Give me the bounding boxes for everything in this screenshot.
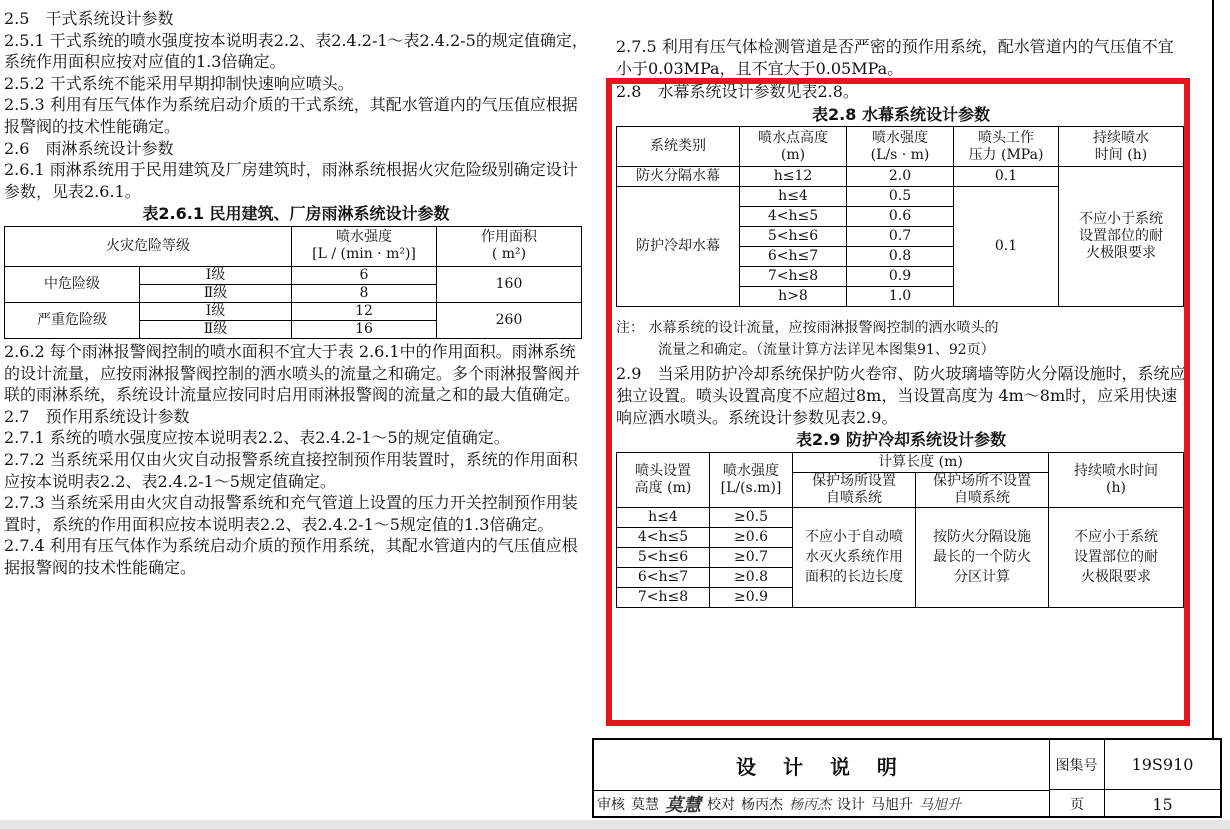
table-cell: h≤4	[740, 187, 847, 207]
design-name: 马旭升	[871, 797, 913, 813]
bottom-bar	[0, 820, 1230, 829]
drawing-title: 设 计 说 明	[594, 740, 1050, 791]
table-cell: 7<h≤8	[740, 267, 847, 287]
clause-2-5-1: 2.5.1 干式系统的喷水强度按本说明表2.2、表2.4.2-1～表2.4.2-5的规定值确定，系统作用面积应按对应值的1.3倍确定。	[4, 30, 588, 72]
table-cell: 0.8	[847, 247, 954, 267]
table-2-9-caption: 表2.9 防护冷却系统设计参数	[796, 430, 1006, 450]
atlas-label: 图集号	[1049, 740, 1105, 790]
clause-2-9: 2.9 当采用防护冷却系统保护防火卷帘、防火玻璃墙等防火分隔设施时，系统应独立设置。喷头设置高度不应超过8m，当设置高度为 4m～8m时，应采用快速响应洒水喷头。系统设计参数见表2.9。	[616, 364, 1186, 427]
frame-border	[1212, 0, 1214, 738]
table-cell: ≥0.9	[710, 587, 793, 607]
clause-2-6-1: 2.6.1 雨淋系统用于民用建筑及厂房建筑时，雨淋系统根据火灾危险级别确定设计参数，见表2.6.1。	[4, 160, 578, 201]
review-signature: 莫慧	[665, 795, 701, 816]
table-2-6-1-caption: 表2.6.1 民用建筑、厂房雨淋系统设计参数	[142, 204, 450, 224]
table-cell: 防护冷却水幕	[617, 187, 740, 307]
atlas-number: 19S910	[1105, 740, 1220, 790]
table-header: 系统类别	[617, 127, 740, 167]
table-cell: 严重危险级	[5, 302, 140, 338]
table-header: 喷水点高度 (m)	[740, 127, 847, 167]
table-cell: ≥0.8	[710, 567, 793, 587]
table-cell: 6<h≤7	[617, 567, 710, 587]
table-cell: 不应小于系统 设置部位的耐 火极限要求	[1059, 167, 1184, 307]
section-2-8: 2.8 水幕系统设计参数见表2.8。	[616, 82, 859, 102]
table-cell: 不应小于自动喷 水灭火系统作用 面积的长边长度	[793, 507, 916, 607]
table-cell: 2.0	[847, 167, 954, 187]
table-cell: 0.1	[954, 187, 1059, 307]
table-header: 喷头工作 压力 (MPa)	[954, 127, 1059, 167]
table-header: 作用面积 ( m²)	[437, 226, 582, 266]
table-2-6-1	[4, 226, 582, 339]
table-cell: 260	[437, 302, 582, 338]
check-name: 杨丙杰	[741, 797, 783, 813]
table-cell: Ⅱ级	[140, 320, 292, 338]
table-cell: Ⅰ级	[140, 302, 292, 320]
clause-2-7-5: 2.7.5 利用有压气体检测管道是否严密的预作用系统，配水管道内的气压值不宜小于0.03MPa，且不宜大于0.05MPa。	[616, 37, 1174, 78]
design-label: 设计	[837, 797, 865, 813]
table-cell: Ⅰ级	[140, 266, 292, 284]
table-cell: ≥0.7	[710, 547, 793, 567]
table-header: 喷水强度 [L/(s.m)]	[710, 452, 793, 507]
section-2-7: 2.7 预作用系统设计参数	[4, 406, 190, 426]
table-header: 保护场所设置 自喷系统	[793, 472, 916, 507]
table-cell: h>8	[740, 287, 847, 307]
table-header: 持续喷水时间 (h)	[1049, 452, 1184, 507]
table-cell: 6<h≤7	[740, 247, 847, 267]
signature-row	[594, 790, 1049, 818]
clause-2-5-2: 2.5.2 干式系统不能采用早期抑制快速响应喷头。	[4, 73, 354, 93]
table-cell: h≤12	[740, 167, 847, 187]
table-cell: 0.1	[954, 167, 1059, 187]
clause-2-5-3: 2.5.3 利用有压气体作为系统启动介质的干式系统，其配水管道内的气压值应根据报警阀的技术性能确定。	[4, 95, 578, 136]
table-header: 喷水强度 (L/s · m)	[847, 127, 954, 167]
design-signature: 马旭升	[919, 797, 961, 813]
table-header: 计算长度 (m)	[793, 452, 1049, 472]
table-cell: 不应小于系统 设置部位的耐 火极限要求	[1049, 507, 1184, 607]
clause-2-7-3: 2.7.3 当系统采用由火灾自动报警系统和充气管道上设置的压力开关控制预作用装置时，系统的作用面积应按本说明表2.2、表2.4.2-1～5规定值的1.3倍确定。	[4, 493, 578, 534]
section-2-5: 2.5 干式系统设计参数	[4, 9, 174, 28]
note-line-2: 流量之和确定。（流量计算方法详见本图集91、92页）	[658, 342, 995, 359]
note-line-1: 注： 水幕系统的设计流量，应按雨淋报警阀控制的洒水喷头的	[616, 320, 999, 337]
table-cell: 0.5	[847, 187, 954, 207]
table-cell: 0.6	[847, 207, 954, 227]
table-cell: 4<h≤5	[617, 527, 710, 547]
check-label: 校对	[707, 797, 735, 813]
highlight-box	[606, 78, 1190, 726]
table-cell: ≥0.6	[710, 527, 793, 547]
table-cell: 7<h≤8	[617, 587, 710, 607]
table-cell: 6	[292, 266, 437, 284]
table-header: 持续喷水 时间 (h)	[1059, 127, 1184, 167]
table-cell: 中危险级	[5, 266, 140, 302]
table-cell: 1.0	[847, 287, 954, 307]
table-cell: 0.9	[847, 267, 954, 287]
clause-2-6-2: 2.6.2 每个雨淋报警阀控制的喷水面积不宜大于表 2.6.1中的作用面积。雨淋系统的设计流量，应按雨淋报警阀控制的洒水喷头的流量之和确定。多个雨淋报警阀并联的雨淋系统，系统设计流量应按同时启用雨淋报警阀的流量之和的最大值确定。	[4, 341, 581, 405]
title-block	[592, 738, 1222, 818]
clause-2-7-2: 2.7.2 当系统采用仅由火灾自动报警系统直接控制预作用装置时，系统的作用面积应按本说明表2.2、表2.4.2-1～5规定值确定。	[4, 449, 578, 491]
table-header: 火灾危险等级	[5, 226, 292, 266]
table-header: 喷头设置 高度 (m)	[617, 452, 710, 507]
table-cell: 16	[292, 320, 437, 338]
table-cell: 5<h≤6	[740, 227, 847, 247]
page-number: 15	[1152, 794, 1173, 814]
table-cell: 0.7	[847, 227, 954, 247]
table-header: 喷水强度 [L / (min · m²)]	[292, 226, 437, 266]
review-name: 莫慧	[631, 797, 659, 813]
page-label: 页	[1049, 790, 1105, 818]
check-signature: 杨丙杰	[789, 797, 831, 813]
table-cell: 8	[292, 284, 437, 302]
section-2-6: 2.6 雨淋系统设计参数	[4, 138, 174, 158]
clause-2-7-4: 2.7.4 利用有压气体作为系统启动介质的预作用系统，其配水管道内的气压值应根据报警阀的技术性能确定。	[4, 536, 578, 577]
table-cell: 5<h≤6	[617, 547, 710, 567]
table-cell: Ⅱ级	[140, 284, 292, 302]
table-cell: h≤4	[617, 507, 710, 527]
clause-2-7-1: 2.7.1 系统的喷水强度应按本说明表2.2、表2.4.2-1～5的规定值确定。	[4, 428, 510, 448]
review-label: 审核	[597, 797, 625, 813]
table-cell: 4<h≤5	[740, 207, 847, 227]
table-cell: 按防火分隔设施 最长的一个防火 分区计算	[916, 507, 1049, 607]
table-cell: 12	[292, 302, 437, 320]
table-cell: 160	[437, 266, 582, 302]
table-header: 保护场所不设置 自喷系统	[916, 472, 1049, 507]
table-cell: ≥0.5	[710, 507, 793, 527]
left-column	[4, 8, 588, 578]
table-2-8-caption: 表2.8 水幕系统设计参数	[812, 104, 990, 124]
table-cell: 防火分隔水幕	[617, 167, 740, 187]
